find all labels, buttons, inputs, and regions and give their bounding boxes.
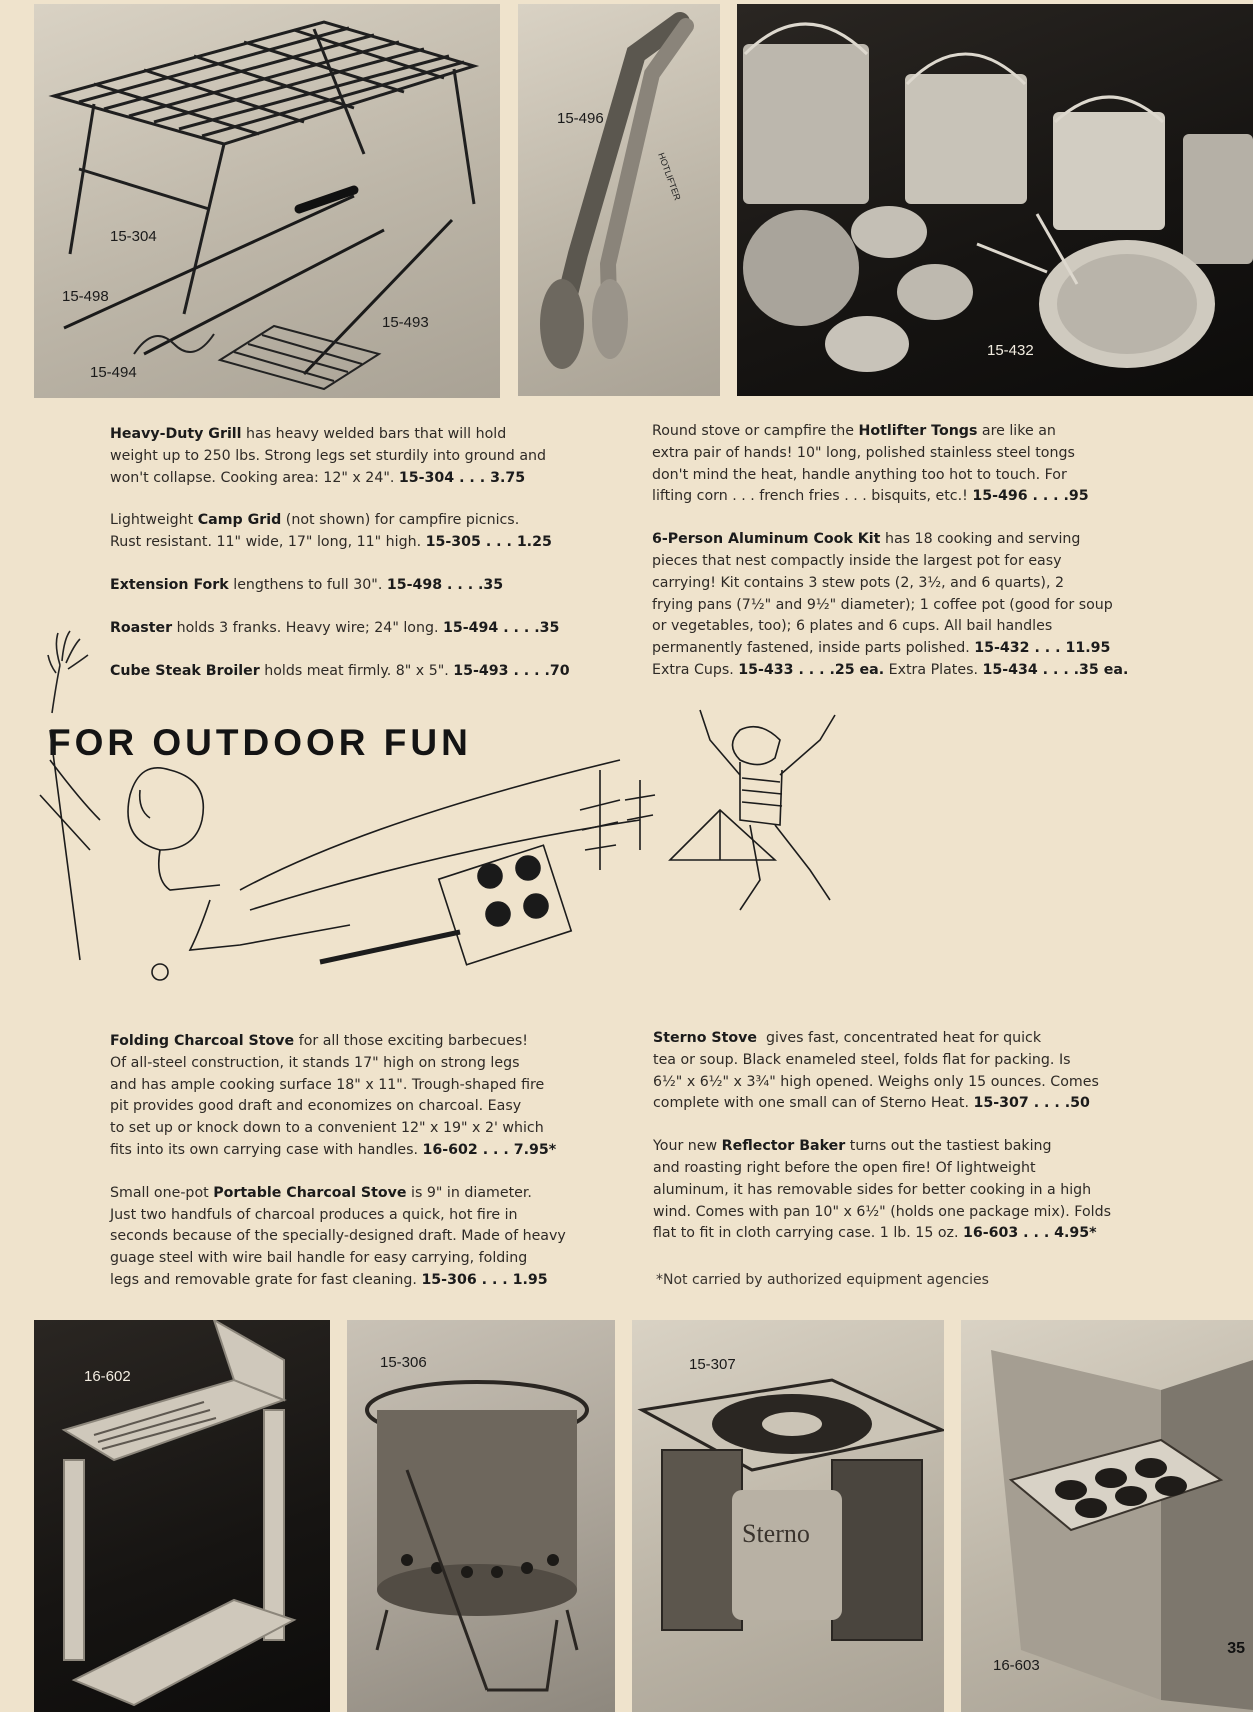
sterno-name: Sterno Stove (653, 1030, 758, 1046)
baker-desc (653, 1136, 1253, 1245)
broiler-price: 15-493 . . . .70 (453, 662, 570, 679)
cookkit-price: 15-432 . . . 11.95 (974, 640, 1111, 657)
extra-cups-text: Extra Cups. (652, 661, 739, 678)
broiler-desc-line1: holds meat firmly. 8" x 5". (259, 662, 454, 679)
portable-stove-line4: guage steel with wire bail handle for easy carrying, folding (110, 1250, 528, 1267)
baker-label: 16-603 (993, 1657, 1040, 1674)
sterno-line4: complete with one small can of Sterno Heat. (653, 1095, 974, 1112)
baker-pre: Your new (653, 1138, 722, 1155)
roaster-desc (110, 618, 620, 640)
baker-price: 16-603 . . . 4.95* (963, 1225, 1097, 1242)
fork-price: 15-498 . . . .35 (386, 576, 504, 593)
tongs-pre: Round stove or campfire the (652, 423, 859, 439)
baker-line2: and roasting right before the open fire! Of lightweight (653, 1159, 1036, 1176)
tongs-photo (518, 4, 720, 396)
grill-photo (34, 4, 500, 398)
extra-plates-text: Extra Plates. (884, 661, 983, 678)
portable-stove-line3: seconds because of the specially-designed draft. Made of heavy (110, 1228, 566, 1245)
right-bottom-copy (653, 1028, 1253, 1245)
portable-stove-label: 15-306 (380, 1354, 427, 1371)
cookkit-desc-line1: has 18 cooking and serving (880, 531, 1081, 548)
folding-stove-illustration (34, 1320, 330, 1712)
grill-label: 15-304 (110, 228, 157, 245)
extra-cups-price: 15-433 . . . .25 ea. (738, 661, 885, 678)
roaster-desc-line1: holds 3 franks. Heavy wire; 24" long. (172, 619, 444, 636)
sterno-line1: gives fast, concentrated heat for quick (757, 1030, 1042, 1046)
campgrid-desc-line1: (not shown) for campfire picnics. (281, 512, 520, 529)
broiler-name: Cube Steak Broiler (110, 662, 260, 679)
portable-stove-desc (110, 1183, 630, 1292)
folding-stove-line5: to set up or knock down to a convenient 12" x 19" x 2' which (110, 1120, 544, 1137)
portable-stove-photo (347, 1320, 615, 1712)
folding-stove-line4: pit provides good draft and economizes on charcoal. Easy (110, 1098, 522, 1115)
folding-stove-line2: Of all-steel construction, it stands 17" high on strong legs (110, 1054, 520, 1071)
tongs-desc (652, 421, 1252, 508)
reflector-baker-illustration (961, 1320, 1253, 1712)
tongs-desc-line1: are like an (977, 423, 1056, 439)
campgrid-pre: Lightweight (110, 512, 198, 529)
folding-stove-name: Folding Charcoal Stove (110, 1033, 295, 1049)
tongs-name: Hotlifter Tongs (858, 423, 978, 439)
tongs-price: 15-496 . . . .95 (972, 488, 1089, 505)
sterno-can-text: Sterno (742, 1519, 810, 1548)
portable-stove-price: 15-306 . . . 1.95 (421, 1271, 548, 1288)
sterno-line3: 6½" x 6½" x 3¾" high opened. Weighs only 15 ounces. Comes (653, 1073, 1099, 1090)
cookkit-desc-line3: carrying! Kit contains 3 stew pots (2, 3½, and 6 quarts), 2 (652, 574, 1064, 591)
cookkit-name: 6-Person Aluminum Cook Kit (652, 531, 881, 548)
broiler-desc (110, 661, 620, 683)
portable-stove-line5: legs and removable grate for fast cleaning. (110, 1271, 422, 1288)
left-bottom-copy (110, 1031, 630, 1292)
sterno-price: 15-307 . . . .50 (973, 1095, 1090, 1112)
folding-stove-photo (34, 1320, 330, 1712)
tongs-label: 15-496 (557, 110, 604, 127)
roaster-name: Roaster (110, 619, 173, 636)
roaster-label: 15-494 (90, 364, 137, 381)
folding-stove-price: 16-602 . . . 7.95* (422, 1141, 557, 1158)
cookkit-desc-line4: frying pans (7½" and 9½" diameter); 1 coffee pot (good for soup (652, 596, 1113, 613)
cookkit-photo (737, 4, 1253, 396)
tongs-desc-line2: extra pair of hands! 10" long, polished stainless steel tongs (652, 444, 1075, 461)
tongs-brand: HOTLIFTER (656, 151, 683, 202)
baker-line1: turns out the tastiest baking (845, 1138, 1052, 1155)
folding-stove-desc (110, 1031, 630, 1162)
cookkit-illustration (737, 4, 1253, 396)
grill-desc (110, 424, 620, 489)
portable-stove-line1: is 9" in diameter. (406, 1184, 532, 1201)
portable-stove-line2: Just two handfuls of charcoal produces a quick, hot fire in (110, 1206, 518, 1223)
broiler-label: 15-493 (382, 314, 429, 331)
folding-stove-line6: fits into its own carrying case with handles. (110, 1141, 423, 1158)
fork-name: Extension Fork (110, 576, 229, 593)
sterno-stove-label: 15-307 (689, 1356, 736, 1373)
campgrid-desc-line2: Rust resistant. 11" wide, 17" long, 11" high. (110, 534, 426, 551)
tongs-illustration (518, 4, 720, 396)
campgrid-name: Camp Grid (197, 512, 282, 529)
footnote: *Not carried by authorized equipment agencies (656, 1272, 989, 1288)
headline: FOR OUTDOOR FUN (48, 722, 472, 763)
outdoor-fun-sketch (20, 700, 900, 1050)
portable-stove-name: Portable Charcoal Stove (213, 1184, 407, 1201)
tongs-desc-line4: lifting corn . . . french fries . . . bisquits, etc.! (652, 488, 973, 505)
sterno-stove-illustration (632, 1320, 944, 1712)
folding-stove-line3: and has ample cooking surface 18" x 11". Trough-shaped fire (110, 1076, 545, 1093)
baker-line5: flat to fit in cloth carrying case. 1 lb. 15 oz. (653, 1225, 963, 1242)
fork-desc (110, 575, 620, 597)
fork-label: 15-498 (62, 288, 109, 305)
grill-price: 15-304 . . . 3.75 (398, 469, 526, 486)
baker-name: Reflector Baker (721, 1138, 846, 1155)
cookkit-desc (652, 529, 1252, 682)
cookkit-desc-line6: permanently fastened, inside parts polished. (652, 640, 975, 657)
right-top-copy (652, 421, 1252, 682)
campgrid-desc (110, 510, 620, 554)
grill-desc-line1: has heavy welded bars that will hold (241, 426, 507, 442)
tongs-desc-line3: don't mind the heat, handle anything too hot to touch. For (652, 466, 1067, 483)
page-number: 35 (1227, 1640, 1245, 1657)
folding-stove-label: 16-602 (84, 1368, 131, 1385)
roaster-price: 15-494 . . . .35 (443, 619, 560, 636)
reflector-baker-photo (961, 1320, 1253, 1712)
baker-line3: aluminum, it has removable sides for better cooking in a high (653, 1181, 1092, 1198)
cookkit-label: 15-432 (987, 342, 1034, 359)
sterno-line2: tea or soup. Black enameled steel, folds flat for packing. Is (653, 1051, 1071, 1068)
cookkit-desc-line5: or vegetables, too); 6 plates and 6 cups. All bail handles (652, 618, 1053, 635)
grill-name: Heavy-Duty Grill (110, 426, 242, 442)
sterno-stove-photo (632, 1320, 944, 1712)
grill-illustration (34, 4, 500, 398)
campgrid-price: 15-305 . . . 1.25 (425, 534, 552, 551)
folding-stove-line1: for all those exciting barbecues! (294, 1033, 528, 1049)
grill-desc-line3: won't collapse. Cooking area: 12" x 24". (110, 469, 399, 486)
baker-line4: wind. Comes with pan 10" x 6½" (holds one package mix). Folds (653, 1203, 1111, 1220)
extra-plates-price: 15-434 . . . .35 ea. (982, 661, 1129, 678)
grill-desc-line2: weight up to 250 lbs. Strong legs set sturdily into ground and (110, 447, 547, 464)
fork-desc-line1: lengthens to full 30". (228, 576, 387, 593)
sterno-desc (653, 1028, 1253, 1115)
cookkit-desc-line2: pieces that nest compactly inside the largest pot for easy (652, 552, 1062, 569)
left-top-copy (110, 424, 620, 682)
portable-stove-pre: Small one-pot (110, 1184, 214, 1201)
portable-stove-illustration (347, 1320, 615, 1712)
